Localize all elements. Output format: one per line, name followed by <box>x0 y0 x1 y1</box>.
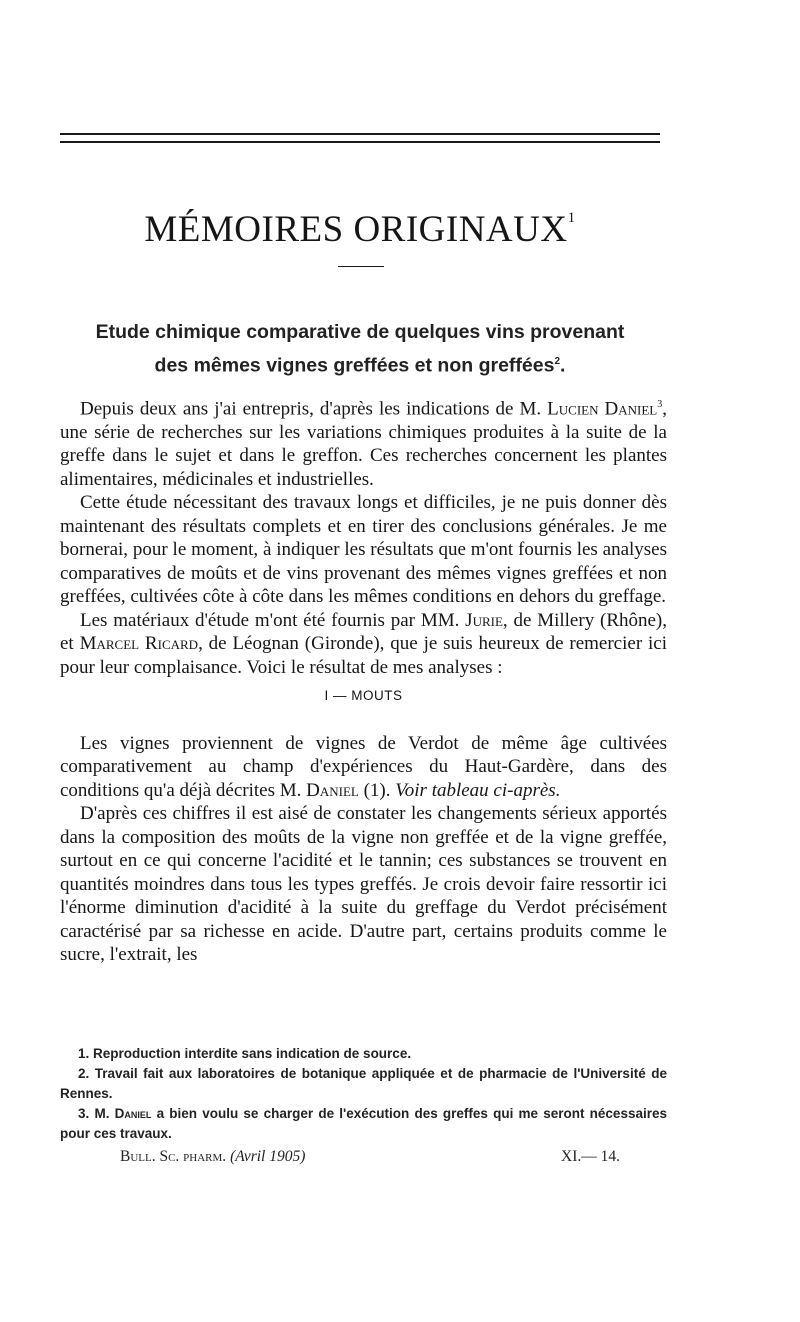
supplier-name-1: Jurie <box>465 609 503 631</box>
paragraph-1 <box>60 393 667 491</box>
footnote-1 <box>60 1044 667 1064</box>
journal-reference <box>120 1148 305 1166</box>
footnote-1-text: Reproduction interdite sans indication de source. <box>93 1046 412 1061</box>
paragraph-3-text-c: , de Léognan (Gironde), que je suis heureux de remercier ici pour leur complaisance. Voici le résultat de mes analyses : <box>60 633 667 678</box>
paragraph-3-text-a: Les matériaux d'étude m'ont été fournis par MM. <box>80 609 466 631</box>
footnote-2 <box>60 1064 667 1104</box>
footnote-3-number: 3. <box>78 1106 90 1121</box>
publication-date: (Avril 1905) <box>230 1148 306 1165</box>
footnote-2-text: Travail fait aux laboratoires de botanique appliquée et de pharmacie de l'Université de Rennes. <box>60 1066 667 1101</box>
article-body <box>60 393 667 967</box>
journal-name: Bull. Sc. pharm. <box>120 1148 227 1165</box>
article-title-note: 2 <box>554 356 561 367</box>
footnote-3-text-a: M. <box>94 1106 115 1121</box>
paragraph-4 <box>60 732 667 803</box>
footnote-3-text-b: a bien voulu se charger de l'exécution des greffes qui me seront nécessaires pour ces travaux. <box>60 1106 667 1141</box>
section-title-note: 1 <box>567 209 576 226</box>
article-title <box>60 318 660 381</box>
volume-page: XI.— 14. <box>561 1148 620 1165</box>
article-title-line-1: Etude chimique comparative de quelques vins provenant <box>95 321 625 343</box>
article-title-line-2-text: des mêmes vignes greffées et non greffées <box>154 354 555 377</box>
paragraph-3 <box>60 609 667 680</box>
footnote-1-number: 1. <box>78 1046 90 1061</box>
footnote-2-number: 2. <box>78 1066 90 1081</box>
article-title-line-2: des mêmes vignes greffées et non greffées$^2$. <box>154 354 566 377</box>
paragraph-4-text-a: Les vignes proviennent de vignes de Verdot de même âge cultivées comparativement au champ d'expériences du Haut-Gardère, dans des conditions qu'a déjà décrites M. <box>60 732 667 801</box>
paragraph-2: Cette étude nécessitant des travaux longs et difficiles, je ne puis donner dès maintenant des résultats complets et en tirer des conclusions générales. Je me bornerai, pour le moment, à indiquer les résultats que m'ont fournis les analyses comparatives de moûts et de vins provenant des mêmes vignes greffées et non greffées, cultivées côte à côte dans les mêmes conditions en dehors du greffage. <box>60 492 667 608</box>
section-heading-mouts: I — MOUTS <box>324 688 403 704</box>
header-rule-bottom <box>60 141 660 143</box>
footnote-3-name: Daniel <box>114 1106 152 1121</box>
section-title-text: MÉMOIRES ORIGINAUX <box>144 209 568 250</box>
reference-name: Daniel <box>306 779 359 801</box>
footnote-3 <box>60 1104 667 1144</box>
paragraph-1-text-a: Depuis deux ans j'ai entrepris, d'après les indications de M. <box>80 398 548 420</box>
paragraph-1-text-b: , une série de recherches sur les variations chimiques produites à la suite de la greffe dans le sujet et dans le greffon. Ces recherches concernent les plantes alimentaires, médicinales et industrielles. <box>60 398 667 490</box>
footnote-ref-3: 3 <box>657 399 663 410</box>
supplier-name-2: Marcel Ricard <box>79 633 199 655</box>
paragraph-5: D'après ces chiffres il est aisé de constater les changements sérieux apportés dans la composition des moûts de la vigne non greffée et de la vigne greffée, surtout en ce qui concerne l'acidité et le tannin; ces substances se trouvent en quantités moindres dans tous les types greffés. Je crois devoir faire ressortir ici l'énorme diminution d'acidité à la suite du greffage du Verdot précisément caractérisé par sa richesse en acide. D'autre part, certains produits comme le sucre, l'extrait, les <box>60 803 667 966</box>
section-title <box>0 208 720 251</box>
header-rule-top <box>60 133 660 135</box>
footnotes <box>60 1044 667 1144</box>
author-name: Lucien Daniel <box>547 398 658 420</box>
table-reference: Voir tableau ci-après. <box>395 779 561 801</box>
paragraph-4-text-b: (1). <box>358 779 396 801</box>
paragraph-3-text-b: , de Millery (Rhône), et <box>60 609 668 655</box>
title-divider <box>338 266 384 267</box>
